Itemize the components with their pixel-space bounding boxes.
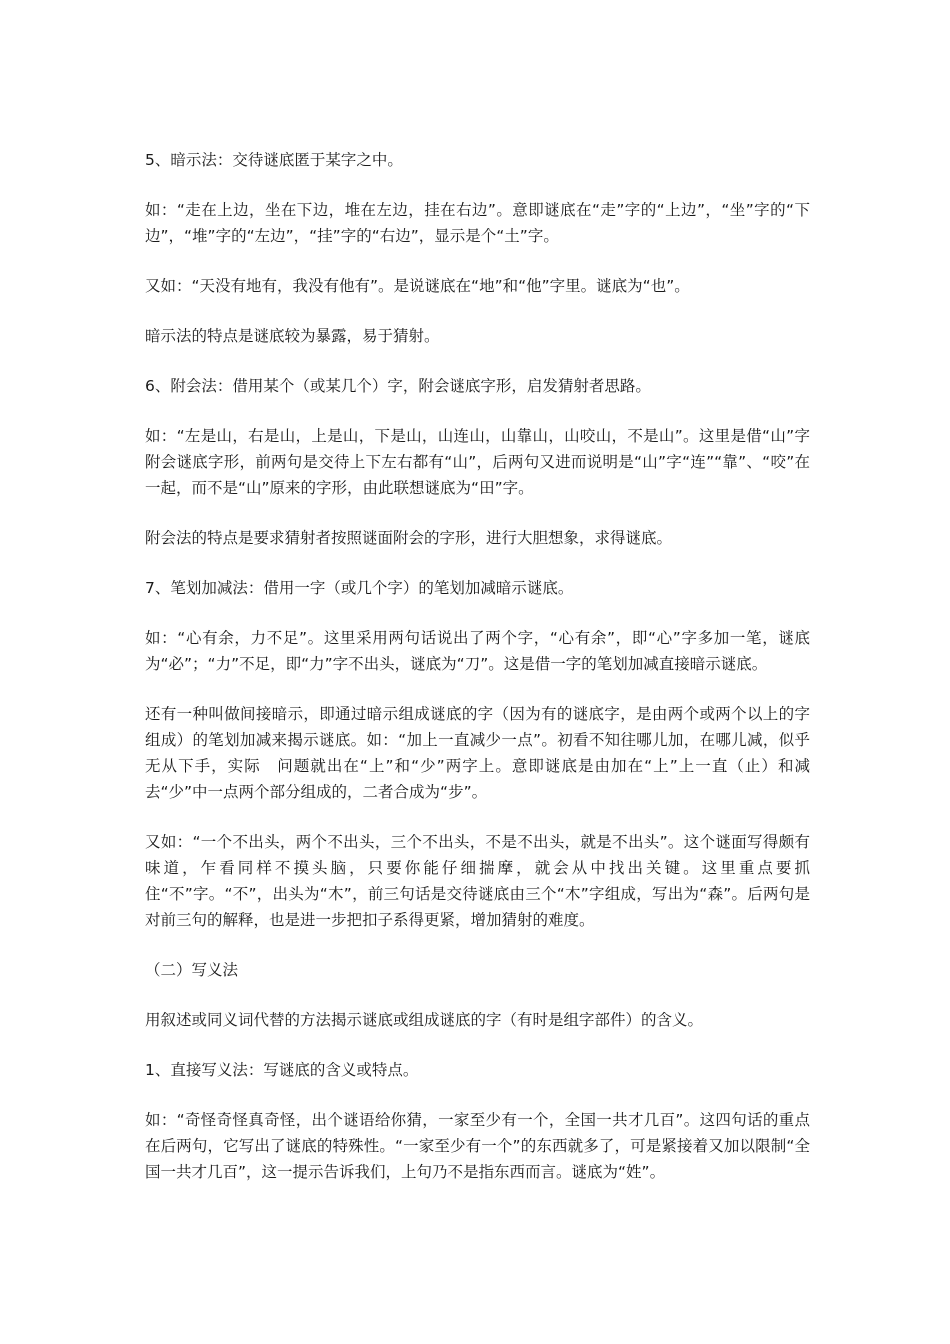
paragraph-hint-example-2: 又如：“天没有地有，我没有他有”。是说谜底在“地”和“他”字里。谜底为“也”。 — [145, 277, 690, 295]
paragraph-attach-example: 如：“左是山，右是山，上是山，下是山，山连山，山靠山，山咬山，不是山”。这里是借“山”字附会谜底字形，前两句是交待上下左右都有“山”，后两句又进而说明是“山”字“连”“靠”、“咬”在一起，而不是“山”原来的字形，由此联想谜底为“田”字。 — [145, 427, 810, 497]
heading-direct-meaning-method: 1、直接写义法：写谜底的含义或特点。 — [145, 1061, 419, 1079]
paragraph-stroke-example-1: 如：“心有余，力不足”。这里采用两句话说出了两个字，“心有余”，即“心”字多加一笔，谜底为“必”；“力”不足，即“力”字不出头，谜底为“刀”。这是借一字的笔划加减直接暗示谜底。 — [145, 629, 810, 673]
heading-stroke-method: 7、笔划加减法：借用一字（或几个字）的笔划加减暗示谜底。 — [145, 579, 574, 597]
document-body — [145, 147, 810, 1209]
paragraph-stroke-example-2: 又如：“一个不出头，两个不出头，三个不出头，不是不出头，就是不出头”。这个谜面写得颇有味道，乍看同样不摸头脑，只要你能仔细揣摩，就会从中找出关键。这里重点要抓住“不”字。“不”，出头为“木”，前三句话是交待谜底由三个“木”字组成，写出为“森”。后两句是对前三句的解释，也是进一步把扣子系得更紧，增加猜射的难度。 — [145, 833, 810, 929]
paragraph-meaning-definition: 用叙述或同义词代替的方法揭示谜底或组成谜底的字（有时是组字部件）的含义。 — [145, 1011, 704, 1029]
paragraph-direct-meaning-example: 如：“奇怪奇怪真奇怪，出个谜语给你猜，一家至少有一个，全国一共才几百”。这四句话的重点在后两句，它写出了谜底的特殊性。“一家至少有一个”的东西就多了，可是紧接着又加以限制“全国一共才几百”，这一提示告诉我们，上句乃不是指东西而言。谜底为“姓”。 — [145, 1111, 810, 1181]
paragraph-hint-example-1: 如：“走在上边，坐在下边，堆在左边，挂在右边”。意即谜底在“走”字的“上边”，“坐”字的“下边”，“堆”字的“左边”，“挂”字的“右边”，显示是个“土”字。 — [145, 201, 810, 245]
paragraph-stroke-indirect: 还有一种叫做间接暗示，即通过暗示组成谜底的字（因为有的谜底字，是由两个或两个以上的字组成）的笔划加减来揭示谜底。如：“加上一直减少一点”。初看不知往哪儿加，在哪儿减，似乎无从下手，实际 问题就出在“上”和“少”两字上。意即谜底是由加在“上”上一直（止）和减去“少”中一点两个部分组成的，二者合成为“步”。 — [145, 705, 810, 801]
paragraph-attach-summary: 附会法的特点是要求猜射者按照谜面附会的字形，进行大胆想象，求得谜底。 — [145, 529, 673, 547]
paragraph-hint-summary: 暗示法的特点是谜底较为暴露，易于猜射。 — [145, 327, 440, 345]
heading-meaning-section: （二）写义法 — [145, 961, 239, 979]
heading-attach-method: 6、附会法：借用某个（或某几个）字，附会谜底字形，启发猜射者思路。 — [145, 377, 651, 395]
heading-hint-method: 5、暗示法：交待谜底匿于某字之中。 — [145, 151, 403, 169]
